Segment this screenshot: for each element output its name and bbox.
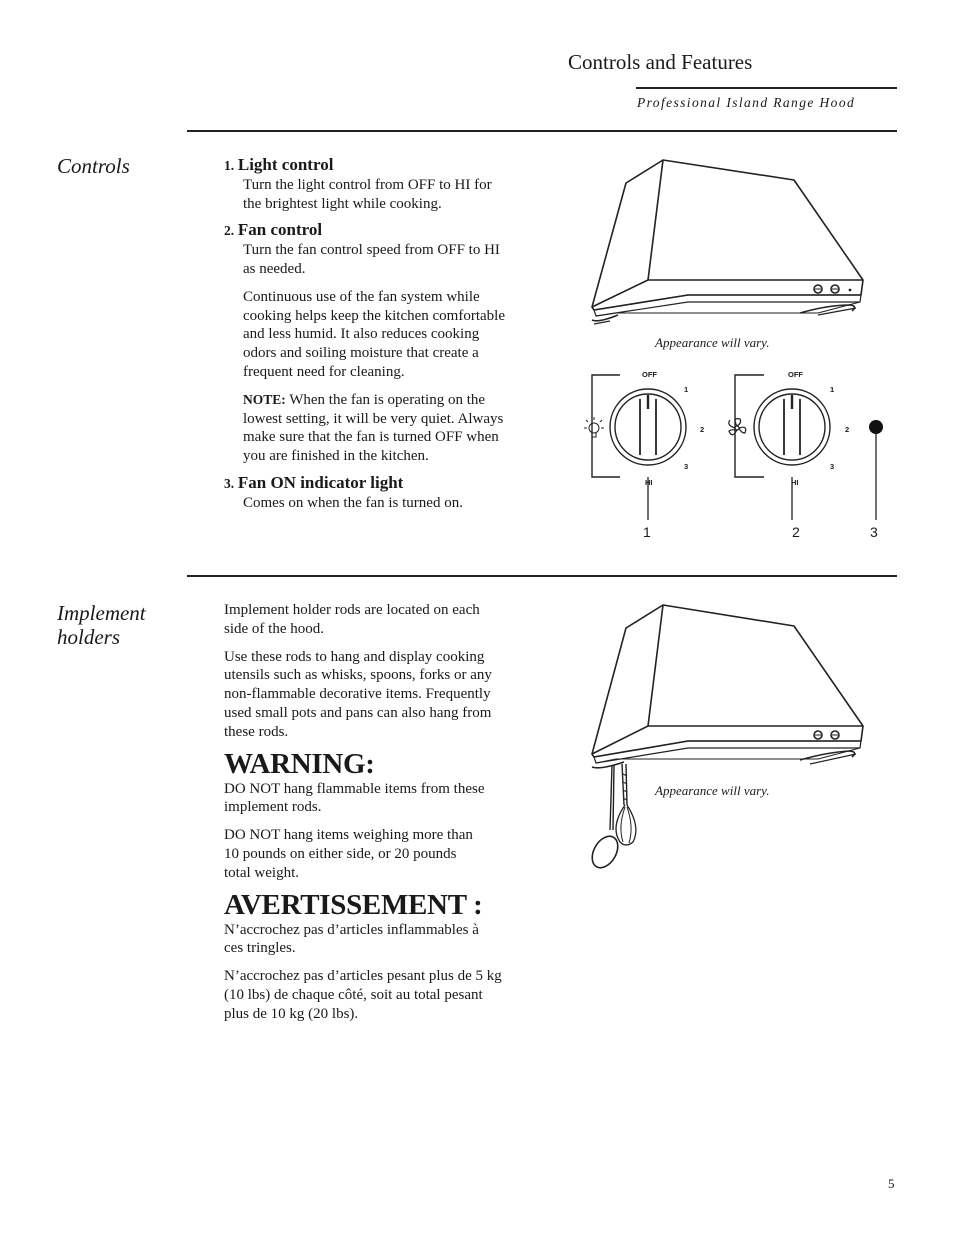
knob1-2-label: 2 [700,425,705,434]
body-line: implement rods. [224,799,322,816]
item-text: lowest setting, it will be very quiet. Always [243,410,504,427]
item-text: the brightest light while cooking. [243,195,442,212]
callout-3: 3 [870,524,878,540]
section-divider [187,130,897,132]
controls-list [224,156,554,513]
body-line: N’accrochez pas d’articles pesant plus de 5 kg [224,968,502,985]
knob2-1-label: 1 [830,385,835,394]
item-text: Comes on when the fan is turned on. [243,494,463,511]
body-line: Implement holder rods are located on each [224,602,480,618]
figure-caption: Appearance will vary. [655,783,770,798]
item-text: Turn the light control from OFF to HI for [243,176,492,193]
section-title: Controls and Features [568,50,753,74]
figure-caption: Appearance will vary. [655,335,770,350]
body-line: total weight. [224,864,299,881]
callout-1: 1 [643,524,651,540]
light-bulb-icon [584,417,604,437]
item-text: Turn the fan control speed from OFF to HI [243,242,500,259]
body-line: used small pots and pans can also hang from [224,704,492,721]
item-text: cooking helps keep the kitchen comfortable [243,307,505,324]
range-hood-utensils-illustration [588,602,868,872]
item-title: Fan ON indicator light [237,472,404,492]
body-line: Use these rods to hang and display cooking [224,648,485,665]
item-text: you are finished in the kitchen. [243,448,429,465]
implement-heading-line: Implement [57,601,146,625]
control-item-light [224,156,554,213]
document-subtitle: Professional Island Range Hood [637,95,856,110]
item-text: Continuous use of the fan system while [243,288,480,305]
item-text: as needed. [243,260,306,277]
body-line: utensils such as whisks, spoons, forks or any [224,667,492,684]
knob1-3-label: 3 [684,462,689,471]
item-number: 1. [224,158,235,173]
note-first: When the fan is operating on the [285,391,486,408]
body-line: (10 lbs) de chaque côté, soit au total pesant [224,986,483,1003]
controls-heading: Controls [57,154,130,178]
page-number: 5 [888,1176,895,1191]
note-label: NOTE: [243,391,286,407]
control-knobs-diagram [580,365,890,545]
fan-icon [729,419,746,435]
header-rule [636,87,897,89]
body-line: side of the hood. [224,620,324,637]
item-text: make sure that the fan is turned OFF when [243,429,499,446]
item-text: odors and soiling moisture that create a [243,345,479,362]
range-hood-illustration [588,155,868,335]
knob2-off-label: OFF [788,370,803,379]
control-item-indicator [224,474,554,513]
callout-2: 2 [792,524,800,540]
body-line: plus de 10 kg (20 lbs). [224,1005,359,1022]
body-line: DO NOT hang items weighing more than [224,827,473,844]
knob1-1-label: 1 [684,385,689,394]
knob2-3-label: 3 [830,462,835,471]
implement-heading-line: holders [57,625,120,649]
knob1-off-label: OFF [642,370,657,379]
body-line: DO NOT hang flammable items from these [224,780,485,797]
body-line: N’accrochez pas d’articles inflammables à [224,921,479,938]
note-text [243,391,554,410]
knob2-2-label: 2 [845,425,850,434]
item-number: 2. [224,223,235,239]
control-item-fan [224,221,554,466]
body-line: these rods. [224,723,289,740]
implement-body [224,601,554,1024]
implement-heading [57,601,146,649]
warning-heading: WARNING: [224,747,375,780]
fan-indicator-light [869,420,883,434]
body-line: non-flammable decorative items. Frequently [224,686,491,703]
item-title: Fan control [237,220,323,240]
item-number: 3. [224,475,235,491]
item-title: Light control [237,155,334,174]
avertissement-heading: AVERTISSEMENT : [224,888,483,921]
body-line: 10 pounds on either side, or 20 pounds [224,845,457,862]
knob2-hi-label: HI [791,478,799,487]
item-text: frequent need for cleaning. [243,363,405,380]
knob1-hi-label: HI [645,478,653,487]
section-divider [187,575,897,577]
body-line: ces tringles. [224,940,296,957]
item-text: and less humid. It also reduces cooking [243,326,480,343]
